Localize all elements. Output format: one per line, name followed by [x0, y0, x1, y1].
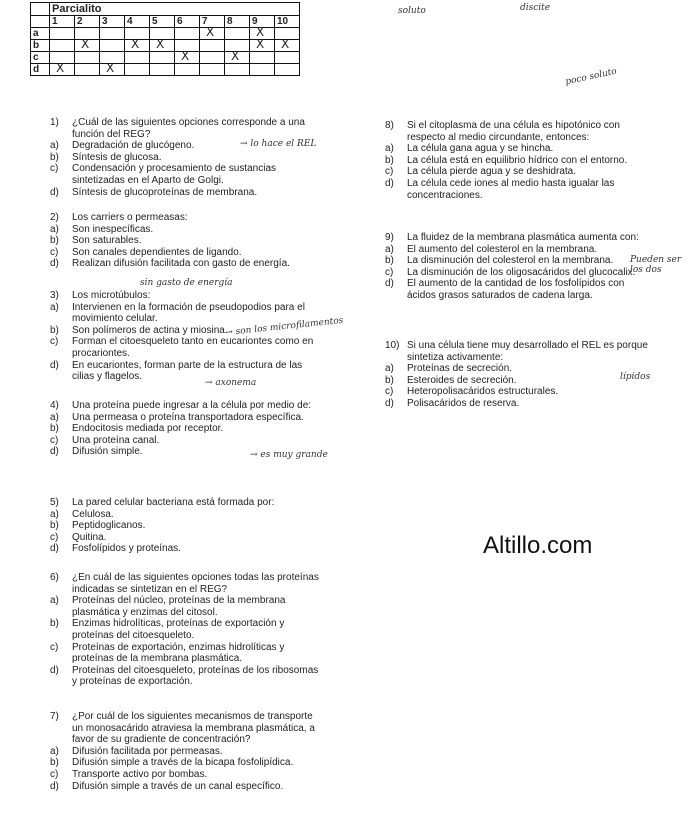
- annotation: → lo hace el REL: [240, 139, 317, 149]
- option: [50, 224, 325, 236]
- option-number: d): [385, 397, 394, 409]
- option-text: Proteínas de exportación, enzimas hidrolíticas y proteínas de la membrana plasmática.: [72, 641, 285, 665]
- option-text: Intervienen en la formación de pseudopodios para el movimiento celular.: [72, 301, 305, 325]
- option: [50, 163, 325, 186]
- option: [50, 412, 325, 424]
- question-stem: [50, 212, 325, 224]
- question-10: [385, 340, 655, 410]
- option-number: b): [50, 757, 59, 769]
- option-text: Polisacáridos de reserva.: [407, 397, 520, 409]
- grid-corner: [31, 3, 50, 16]
- option-text: Difusión simple a través de la bicapa fosfolipídica.: [72, 757, 294, 769]
- option-number: a): [50, 301, 59, 313]
- question-8: [385, 120, 655, 201]
- option-text: La disminución de los oligosacáridos del glucocalix.: [407, 266, 636, 278]
- grid-cell: [50, 61, 75, 76]
- option: [50, 618, 325, 641]
- option: [50, 423, 325, 435]
- option-text: Realizan difusión facilitada con gasto de energía.: [72, 258, 290, 270]
- grid-cell: [75, 64, 100, 76]
- grid-cell: [175, 64, 200, 76]
- grid-corner: [31, 16, 50, 28]
- question-stem: [385, 232, 655, 244]
- question-9: [385, 232, 655, 302]
- question-stem-number: 9): [385, 232, 394, 243]
- option: [50, 435, 325, 447]
- option-text: La célula está en equilibrio hídrico con el entorno.: [407, 154, 628, 166]
- option-number: c): [50, 641, 59, 653]
- option-number: b): [385, 374, 394, 386]
- grid-column-header: 10: [275, 16, 300, 28]
- option-text: Síntesis de glucosa.: [72, 151, 162, 163]
- question-7: [50, 711, 325, 792]
- grid-column-header: 5: [150, 16, 175, 28]
- option-text: La célula pierde agua y se deshidrata.: [407, 166, 577, 178]
- grid-row-label: a: [31, 28, 50, 40]
- question-stem: [385, 340, 655, 363]
- answer-mark: X: [156, 37, 165, 51]
- option-text: Condensación y procesamiento de sustancias sintetizadas en el Aparto de Golgi.: [72, 163, 277, 186]
- question-stem-text: ¿Cuál de las siguientes opciones corresponde a una función del REG?: [72, 117, 305, 140]
- option-number: b): [385, 154, 394, 166]
- grid-cell: [200, 52, 225, 64]
- question-stem-text: Una proteína puede ingresar a la célula por medio de:: [72, 400, 312, 411]
- option: [385, 255, 655, 267]
- question-stem: [50, 400, 325, 412]
- option-number: b): [385, 255, 394, 267]
- option-text: Proteínas de secreción.: [407, 363, 513, 375]
- question-1: [50, 117, 325, 198]
- grid-cell: [175, 49, 200, 64]
- grid-column-header: 3: [100, 16, 125, 28]
- option-number: a): [50, 745, 59, 757]
- grid-cell: [125, 37, 150, 52]
- question-stem-number: 7): [50, 711, 59, 722]
- question-3: [50, 290, 325, 383]
- option-number: d): [50, 186, 59, 198]
- option: [385, 375, 655, 387]
- annotation: poco soluto: [564, 66, 618, 88]
- question-stem-text: ¿En cuál de las siguientes opciones todas las proteínas indicadas se sintetizan en el REG?: [72, 572, 319, 595]
- question-stem-number: 8): [385, 120, 394, 131]
- question-stem: [50, 497, 325, 509]
- grid-cell: [100, 61, 125, 76]
- grid-column-header: 2: [75, 16, 100, 28]
- option-text: La célula gana agua y se hincha.: [407, 143, 554, 155]
- annotation: soluto: [398, 6, 426, 16]
- option-text: La célula cede iones al medio hasta igualar las concentraciones.: [407, 177, 615, 201]
- annotation: sin gasto de energía: [140, 278, 233, 288]
- annotation: lípidos: [620, 372, 651, 382]
- option-number: c): [50, 336, 59, 348]
- grid-cell: [275, 52, 300, 64]
- answer-mark: X: [131, 37, 140, 51]
- option: [50, 247, 325, 259]
- option: [385, 386, 655, 398]
- option-number: c): [385, 166, 394, 178]
- option: [385, 178, 655, 201]
- question-stem-text: Si el citoplasma de una célula es hipotónico con respecto al medio circundante, entonces:: [407, 120, 620, 143]
- grid-cell: [125, 64, 150, 76]
- grid-cell: [275, 64, 300, 76]
- question-stem-text: La fluidez de la membrana plasmática aumenta con:: [407, 232, 639, 243]
- grid-cell: [250, 37, 275, 52]
- option-text: Fosfolípidos y proteínas.: [72, 543, 181, 555]
- option-number: a): [50, 140, 59, 152]
- option: [50, 336, 325, 359]
- grid-column-header: 8: [225, 16, 250, 28]
- answer-mark: X: [256, 25, 265, 39]
- question-stem-number: 10): [385, 340, 400, 351]
- question-stem-text: ¿Por cuál de los siguientes mecanismos de transporte un monosacárido atraviesa la membrana plasmática, a favor de su gradiente de concentración?: [72, 711, 315, 746]
- grid-column-header: 9: [250, 16, 275, 28]
- option-number: d): [50, 446, 59, 458]
- option: [50, 235, 325, 247]
- option-text: Proteínas del núcleo, proteínas de la membrana plasmática y enzimas del citosol.: [72, 595, 286, 618]
- option: [50, 258, 325, 270]
- grid-cell: [150, 37, 175, 52]
- option: [50, 757, 325, 769]
- question-stem-text: Los microtúbulos:: [72, 290, 151, 301]
- annotation: → son los microfilamentos: [224, 315, 344, 339]
- option-text: Difusión simple.: [72, 446, 143, 458]
- question-stem: [50, 290, 325, 302]
- option-number: c): [50, 531, 59, 543]
- grid-cell: [225, 28, 250, 40]
- option-text: Síntesis de glucoproteínas de membrana.: [72, 186, 258, 198]
- answer-mark: X: [181, 49, 190, 63]
- grid-cell: [175, 28, 200, 40]
- option-text: Quitina.: [72, 531, 107, 543]
- grid-cell: [100, 28, 125, 40]
- option: [385, 398, 655, 410]
- option: [50, 746, 325, 758]
- option-number: a): [50, 595, 59, 607]
- grid-cell: [100, 40, 125, 52]
- option-number: c): [385, 386, 394, 398]
- option: [385, 155, 655, 167]
- question-stem: [385, 120, 655, 143]
- option-number: c): [50, 163, 59, 175]
- question-stem-number: 2): [50, 212, 59, 223]
- grid-cell: [225, 49, 250, 64]
- option: [50, 152, 325, 164]
- option: [50, 187, 325, 199]
- answer-mark: X: [106, 61, 115, 75]
- option: [385, 166, 655, 178]
- question-stem: [50, 117, 325, 140]
- option: [50, 665, 325, 688]
- grid-column-header: 4: [125, 16, 150, 28]
- question-stem-text: Los carriers o permeasas:: [72, 212, 188, 223]
- grid-cell: [275, 37, 300, 52]
- answer-mark: X: [206, 25, 215, 39]
- option-number: b): [50, 423, 59, 435]
- annotation: Pueden ser los dos: [630, 255, 682, 275]
- option-number: d): [50, 780, 59, 792]
- option-text: Enzimas hidrolíticas, proteínas de exportación y proteínas del citoesqueleto.: [72, 618, 285, 641]
- answer-mark: X: [81, 37, 90, 51]
- question-stem-text: Si una célula tiene muy desarrollado el REL es porque sintetiza activamente:: [407, 340, 648, 363]
- option-text: Peptidoglicanos.: [72, 520, 146, 532]
- grid-cell: [200, 64, 225, 76]
- option-number: a): [385, 143, 394, 155]
- option-number: d): [50, 359, 59, 371]
- option-text: El aumento de la cantidad de los fosfolípidos con ácidos grasos saturados de cadena larga.: [407, 278, 625, 301]
- answer-mark: X: [256, 37, 265, 51]
- question-5: [50, 497, 325, 555]
- grid-cell: [250, 64, 275, 76]
- option-number: a): [50, 411, 59, 423]
- option-number: b): [50, 151, 59, 163]
- option: [385, 363, 655, 375]
- answer-mark: X: [231, 49, 240, 63]
- option: [50, 360, 325, 383]
- grid-cell: [125, 52, 150, 64]
- option: [50, 595, 325, 618]
- grid-row-label: d: [31, 64, 50, 76]
- option-number: b): [50, 324, 59, 336]
- option: [385, 244, 655, 256]
- option-text: Difusión facilitada por permeasas.: [72, 745, 223, 757]
- grid-cell: [200, 25, 225, 40]
- option: [50, 642, 325, 665]
- option: [50, 509, 325, 521]
- option-number: a): [385, 243, 394, 255]
- question-stem-number: 1): [50, 117, 59, 128]
- option-text: Una proteína canal.: [72, 434, 160, 446]
- option-text: Son polímeros de actina y miosina.: [72, 324, 228, 336]
- annotation: discite: [520, 3, 551, 13]
- grid-title: Parcialito: [50, 3, 300, 16]
- option-number: d): [385, 177, 394, 189]
- question-6: [50, 572, 325, 688]
- grid-cell: [225, 64, 250, 76]
- option-number: c): [50, 246, 59, 258]
- option: [385, 267, 655, 279]
- option-number: a): [50, 508, 59, 520]
- annotation: → es muy grande: [250, 450, 328, 460]
- option-number: b): [50, 618, 59, 630]
- option-text: Una permeasa o proteína transportadora específica.: [72, 411, 304, 423]
- question-stem-number: 6): [50, 572, 59, 583]
- option-text: La disminución del colesterol en la membrana.: [407, 255, 614, 267]
- answer-mark: X: [56, 61, 65, 75]
- option-text: Endocitosis mediada por receptor.: [72, 423, 224, 435]
- option-number: b): [50, 235, 59, 247]
- grid-column-header: 7: [200, 16, 225, 28]
- option-text: Degradación de glucógeno.: [72, 140, 195, 152]
- option-text: Heteropolisacáridos estructurales.: [407, 386, 559, 398]
- option-number: d): [50, 543, 59, 555]
- option-text: Esteroides de secreción.: [407, 374, 517, 386]
- option-text: El aumento del colesterol en la membrana.: [407, 243, 598, 255]
- question-stem-number: 5): [50, 497, 59, 508]
- grid-row-label: c: [31, 52, 50, 64]
- answer-grid: [30, 2, 300, 76]
- option-text: Proteínas del citoesqueleto, proteínas de los ribosomas y proteínas de exportación.: [72, 664, 319, 688]
- watermark: Altillo.com: [483, 532, 593, 559]
- option-text: Transporte activo por bombas.: [72, 768, 208, 780]
- grid-cell: [75, 52, 100, 64]
- grid-cell: [50, 40, 75, 52]
- option-text: Son canales dependientes de ligando.: [72, 246, 242, 258]
- option-number: a): [50, 223, 59, 235]
- grid-cell: [50, 28, 75, 40]
- option-number: c): [385, 266, 394, 278]
- grid-cell: [200, 40, 225, 52]
- option: [385, 278, 655, 301]
- answer-mark: X: [281, 37, 290, 51]
- option-number: d): [50, 258, 59, 270]
- grid-cell: [150, 52, 175, 64]
- grid-cell: [150, 64, 175, 76]
- option-text: Celulosa.: [72, 508, 114, 520]
- question-stem: [50, 572, 325, 595]
- option: [50, 520, 325, 532]
- option-text: Forman el citoesqueleto tanto en eucariontes como en procariontes.: [72, 336, 314, 359]
- option: [50, 769, 325, 781]
- option-number: b): [50, 520, 59, 532]
- option-text: Son saturables.: [72, 235, 142, 247]
- option-text: En eucariontes, forman parte de la estructura de las cilias y flagelos.: [72, 359, 303, 383]
- grid-column-header: 1: [50, 16, 75, 28]
- option: [385, 143, 655, 155]
- option-number: d): [50, 664, 59, 676]
- question-stem-number: 3): [50, 290, 59, 301]
- question-stem: [50, 711, 325, 746]
- option-text: Difusión simple a través de un canal específico.: [72, 780, 284, 792]
- grid-cell: [75, 37, 100, 52]
- option-text: Son inespecíficas.: [72, 223, 154, 235]
- question-stem-number: 4): [50, 400, 59, 411]
- grid-cell: [250, 52, 275, 64]
- option-number: c): [50, 434, 59, 446]
- question-stem-text: La pared celular bacteriana está formada por:: [72, 497, 275, 508]
- grid-column-header: 6: [175, 16, 200, 28]
- grid-row-label: b: [31, 40, 50, 52]
- option: [50, 781, 325, 793]
- option-number: d): [385, 278, 394, 290]
- option-number: c): [50, 768, 59, 780]
- question-2: [50, 212, 325, 270]
- option-number: a): [385, 363, 394, 375]
- annotation: → axonema: [205, 378, 257, 388]
- option: [50, 543, 325, 555]
- option: [50, 532, 325, 544]
